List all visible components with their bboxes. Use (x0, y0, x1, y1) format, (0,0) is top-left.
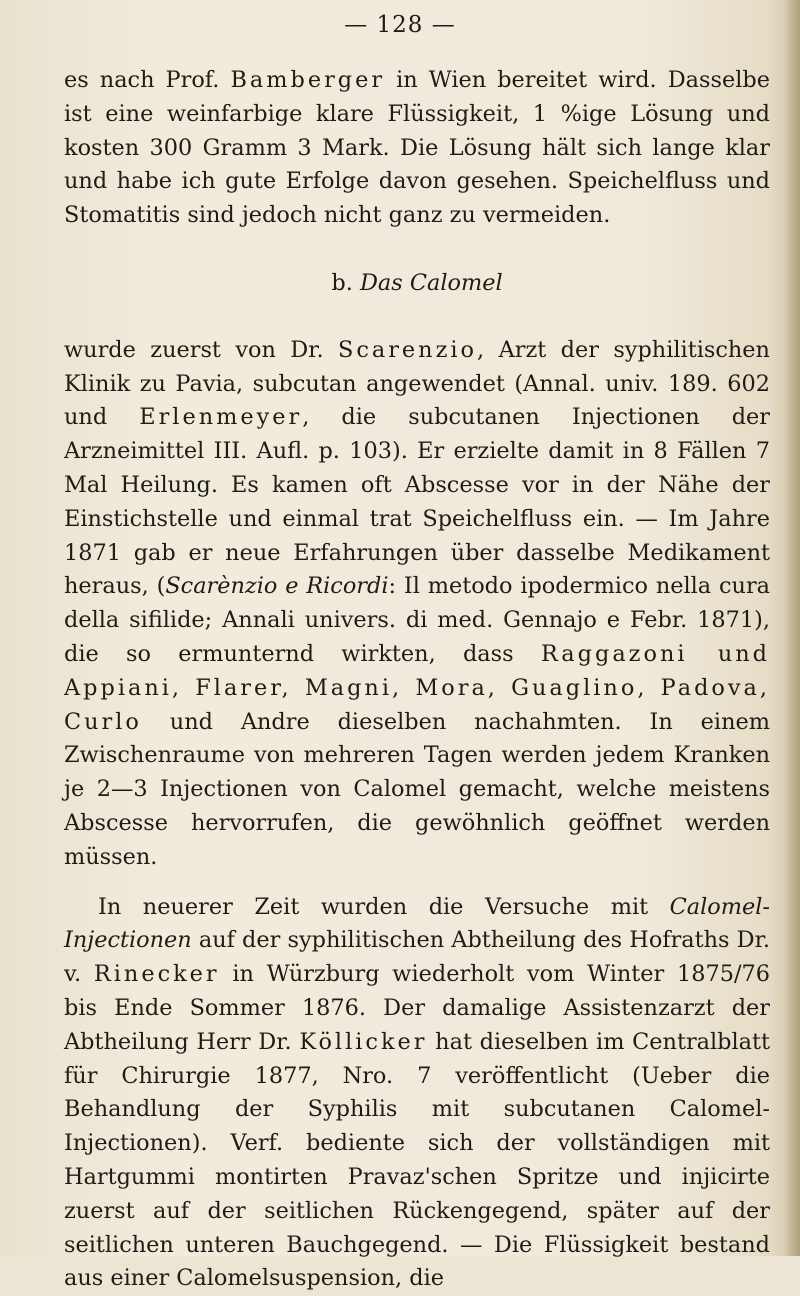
paragraph-1 (64, 64, 770, 233)
text-run: hat dieselben im Centralblatt für Chirurgie 1877, Nro. 7 veröffentlicht (Ueber die Behandlung der Syphilis mit subcutanen Calomel-Injectionen). Verf. bediente sich der vollständigen mit Hartgummi montirten Pravaz'schen Spritze und injicirte zuerst auf der seitlichen Rückengegend, später auf der seitlichen unteren Bauchgegend. — Die Flüssigkeit bestand aus einer Calomelsuspension, die (64, 1028, 770, 1292)
section-heading (64, 267, 770, 301)
author-names: Raggazoni und Appiani, Flarer, Magni, Mora, Guaglino, Padova, Curlo (64, 640, 770, 735)
text-run: , die subcutanen Injectionen der Arzneimittel III. Aufl. p. 103). Er erzielte damit in 8 Fällen 7 Mal Heilung. Es kamen oft Abscesse vor in der Nähe der Einstichstelle und einmal trat Speichelfluss ein. — Im Jahre 1871 gab er neue Erfahrungen über dasselbe Medikament heraus, ( (64, 404, 770, 600)
author-name: Erlenmeyer (139, 404, 303, 431)
page-edge-shadow (784, 0, 800, 1256)
text-run: es nach Prof. (64, 67, 231, 93)
text-run: und Andre dieselben nachahmten. In einem Zwischenraume von mehreren Tagen werden jedem Kranken je 2—3 Injectionen von Calomel gemacht, welche meistens Abscesse hervorrufen, die gewöhnlich geöffnet werden müssen. (64, 708, 770, 870)
text-run: in Wien bereitet wird. Dasselbe ist eine weinfarbige klare Flüssigkeit, 1 %ige Lösung und kosten 300 Gramm 3 Mark. Die Lösung hält sich lange klar und habe ich gute Erfolge davon gesehen. Speichelfluss und Stomatitis sind jedoch nicht ganz zu vermeiden. (64, 67, 770, 229)
author-name: Köllicker (299, 1028, 428, 1055)
text-run: In neuerer Zeit wurden die Versuche mit (98, 893, 670, 920)
author-name: Scarenzio (338, 336, 478, 363)
italic-term: Calomel-Injectionen (64, 893, 770, 954)
page-number: — 128 — (344, 12, 456, 38)
text-run: auf der syphilitischen Abtheilung des Hofraths Dr. v. (64, 927, 770, 988)
author-name: Bamberger (230, 67, 386, 93)
author-name: Rinecker (93, 961, 220, 988)
section-title: Das Calomel (359, 269, 503, 296)
citation-authors: Scarènzio e Ricordi (165, 573, 389, 600)
paragraph-3 (64, 891, 770, 1296)
text-run: , Arzt der syphilitischen Klinik zu Pavia, subcutan angewendet (Annal. univ. 189. 602 und (64, 336, 770, 431)
text-run: : Il metodo ipodermico nella cura della sifilide; Annali univers. di med. Gennajo e Febr. 1871), die so ermunternd wirkten, dass (64, 573, 771, 667)
body-text (64, 64, 770, 1296)
paragraph-2 (64, 334, 770, 875)
section-label: b. (331, 269, 360, 296)
paragraph-gap (64, 875, 770, 891)
text-run: in Würzburg wiederholt vom Winter 1875/76 bis Ende Sommer 1876. Der damalige Assistenzarzt der Abtheilung Herr Dr. (64, 961, 771, 1055)
text-run: wurde zuerst von Dr. (64, 336, 338, 363)
